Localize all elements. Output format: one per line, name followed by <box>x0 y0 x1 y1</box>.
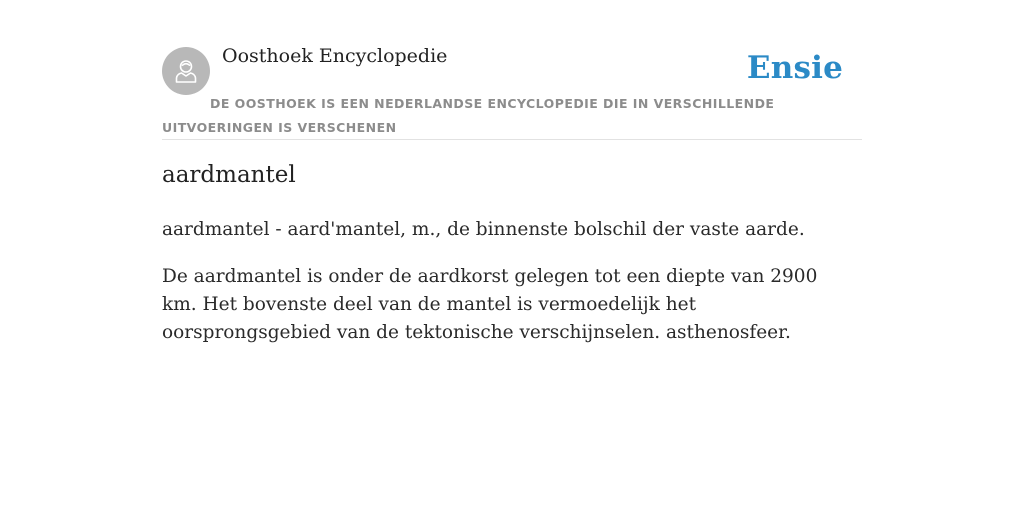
source-header <box>162 0 862 140</box>
source-description: DE OOSTHOEK IS EEN NEDERLANDSE ENCYCLOPEDIE DIE IN VERSCHILLENDE UITVOERINGEN IS VERSCHENEN <box>162 96 775 135</box>
entry-title: aardmantel <box>162 162 296 188</box>
user-icon <box>171 56 201 86</box>
source-header-container <box>162 0 862 140</box>
source-title[interactable]: Oosthoek Encyclopedie <box>222 45 448 67</box>
entry-paragraph: aardmantel - aard'mantel, m., de binnenste bolschil der vaste aarde. <box>162 219 805 240</box>
brand-logo[interactable]: Ensie <box>746 50 843 86</box>
entry-paragraph: De aardmantel is onder de aardkorst gelegen tot een diepte van 2900 km. Het bovenste deel van de mantel is vermoedelijk het oorsprongsgebied van de tektonische verschijnselen. asthenosfeer. <box>162 266 818 343</box>
avatar[interactable] <box>162 47 210 95</box>
